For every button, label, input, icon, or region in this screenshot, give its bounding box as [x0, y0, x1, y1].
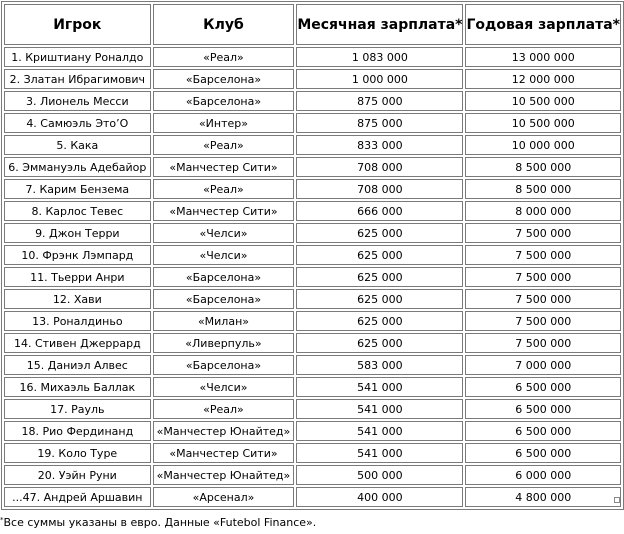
footnote-text: Все суммы указаны в евро. Данные «Futebol Finance».	[3, 516, 317, 529]
table-row	[4, 69, 621, 89]
cell-annual-salary: 7 000 000	[465, 355, 621, 375]
cell-monthly-salary: 666 000	[296, 201, 463, 221]
table-resize-handle[interactable]	[614, 497, 620, 503]
cell-annual-salary: 8 000 000	[465, 201, 621, 221]
table-row	[4, 267, 621, 287]
cell-annual-salary: 7 500 000	[465, 311, 621, 331]
cell-annual-salary: 6 500 000	[465, 421, 621, 441]
table-row	[4, 333, 621, 353]
table-row	[4, 47, 621, 67]
cell-player: 7. Карим Бензема	[4, 179, 151, 199]
cell-monthly-salary: 541 000	[296, 399, 463, 419]
cell-monthly-salary: 1 083 000	[296, 47, 463, 67]
table-row	[4, 223, 621, 243]
cell-annual-salary: 6 500 000	[465, 377, 621, 397]
cell-club: «Барселона»	[153, 289, 295, 309]
cell-club: «Ливерпуль»	[153, 333, 295, 353]
cell-monthly-salary: 708 000	[296, 157, 463, 177]
table-row	[4, 157, 621, 177]
cell-player: 2. Златан Ибрагимович	[4, 69, 151, 89]
cell-club: «Барселона»	[153, 91, 295, 111]
cell-player: 20. Уэйн Руни	[4, 465, 151, 485]
cell-annual-salary: 7 500 000	[465, 267, 621, 287]
cell-player: 13. Роналдиньо	[4, 311, 151, 331]
cell-monthly-salary: 625 000	[296, 333, 463, 353]
table-row	[4, 355, 621, 375]
table-row	[4, 289, 621, 309]
table-row	[4, 421, 621, 441]
cell-annual-salary: 6 500 000	[465, 399, 621, 419]
cell-player: 3. Лионель Месси	[4, 91, 151, 111]
cell-monthly-salary: 625 000	[296, 267, 463, 287]
cell-monthly-salary: 708 000	[296, 179, 463, 199]
cell-club: «Арсенал»	[153, 487, 295, 507]
cell-annual-salary: 7 500 000	[465, 289, 621, 309]
table-body	[4, 47, 621, 507]
table-row	[4, 487, 621, 507]
cell-annual-salary: 7 500 000	[465, 333, 621, 353]
cell-monthly-salary: 541 000	[296, 377, 463, 397]
cell-monthly-salary: 1 000 000	[296, 69, 463, 89]
cell-player: 11. Тьерри Анри	[4, 267, 151, 287]
cell-monthly-salary: 500 000	[296, 465, 463, 485]
table-header-row	[4, 4, 621, 45]
cell-monthly-salary: 625 000	[296, 245, 463, 265]
cell-monthly-salary: 625 000	[296, 223, 463, 243]
cell-club: «Манчестер Сити»	[153, 443, 295, 463]
cell-club: «Барселона»	[153, 69, 295, 89]
cell-club: «Милан»	[153, 311, 295, 331]
cell-annual-salary: 10 500 000	[465, 113, 621, 133]
cell-player: 8. Карлос Тевес	[4, 201, 151, 221]
cell-club: «Реал»	[153, 179, 295, 199]
cell-club: «Челси»	[153, 223, 295, 243]
cell-player: ...47. Андрей Аршавин	[4, 487, 151, 507]
footnote	[0, 516, 316, 529]
table-row	[4, 201, 621, 221]
header-club: Клуб	[153, 4, 295, 45]
table-row	[4, 113, 621, 133]
cell-club: «Манчестер Сити»	[153, 201, 295, 221]
table-row	[4, 179, 621, 199]
header-annual-salary: Годовая зарплата*	[465, 4, 621, 45]
cell-annual-salary: 4 800 000	[465, 487, 621, 507]
cell-player: 18. Рио Фердинанд	[4, 421, 151, 441]
cell-club: «Реал»	[153, 135, 295, 155]
cell-monthly-salary: 583 000	[296, 355, 463, 375]
header-monthly-salary: Месячная зарплата*	[296, 4, 463, 45]
cell-player: 12. Хави	[4, 289, 151, 309]
cell-monthly-salary: 400 000	[296, 487, 463, 507]
cell-monthly-salary: 625 000	[296, 311, 463, 331]
cell-monthly-salary: 541 000	[296, 443, 463, 463]
table-row	[4, 245, 621, 265]
cell-monthly-salary: 875 000	[296, 91, 463, 111]
cell-annual-salary: 8 500 000	[465, 157, 621, 177]
table-row	[4, 91, 621, 111]
cell-player: 15. Даниэл Алвес	[4, 355, 151, 375]
cell-annual-salary: 6 000 000	[465, 465, 621, 485]
cell-club: «Реал»	[153, 399, 295, 419]
cell-annual-salary: 10 000 000	[465, 135, 621, 155]
cell-monthly-salary: 625 000	[296, 289, 463, 309]
table-row	[4, 311, 621, 331]
cell-player: 4. Самюэль Это’О	[4, 113, 151, 133]
cell-club: «Челси»	[153, 245, 295, 265]
cell-player: 19. Коло Туре	[4, 443, 151, 463]
cell-annual-salary: 10 500 000	[465, 91, 621, 111]
cell-player: 5. Кака	[4, 135, 151, 155]
cell-player: 10. Фрэнк Лэмпард	[4, 245, 151, 265]
cell-annual-salary: 6 500 000	[465, 443, 621, 463]
cell-player: 9. Джон Терри	[4, 223, 151, 243]
cell-player: 6. Эммануэль Адебайор	[4, 157, 151, 177]
cell-annual-salary: 7 500 000	[465, 245, 621, 265]
table-row	[4, 377, 621, 397]
cell-annual-salary: 8 500 000	[465, 179, 621, 199]
cell-player: 17. Рауль	[4, 399, 151, 419]
cell-club: «Барселона»	[153, 267, 295, 287]
header-player: Игрок	[4, 4, 151, 45]
cell-player: 14. Стивен Джеррард	[4, 333, 151, 353]
cell-monthly-salary: 875 000	[296, 113, 463, 133]
cell-player: 1. Криштиану Роналдо	[4, 47, 151, 67]
cell-annual-salary: 12 000 000	[465, 69, 621, 89]
table-row	[4, 135, 621, 155]
table-row	[4, 443, 621, 463]
cell-monthly-salary: 833 000	[296, 135, 463, 155]
footnote-marker: *	[0, 516, 4, 524]
cell-monthly-salary: 541 000	[296, 421, 463, 441]
cell-club: «Интер»	[153, 113, 295, 133]
cell-club: «Манчестер Юнайтед»	[153, 465, 295, 485]
cell-club: «Челси»	[153, 377, 295, 397]
cell-club: «Барселона»	[153, 355, 295, 375]
table-row	[4, 399, 621, 419]
cell-annual-salary: 13 000 000	[465, 47, 621, 67]
table-row	[4, 465, 621, 485]
cell-club: «Реал»	[153, 47, 295, 67]
salary-table	[1, 1, 624, 510]
cell-player: 16. Михаэль Баллак	[4, 377, 151, 397]
cell-annual-salary: 7 500 000	[465, 223, 621, 243]
cell-club: «Манчестер Юнайтед»	[153, 421, 295, 441]
cell-club: «Манчестер Сити»	[153, 157, 295, 177]
